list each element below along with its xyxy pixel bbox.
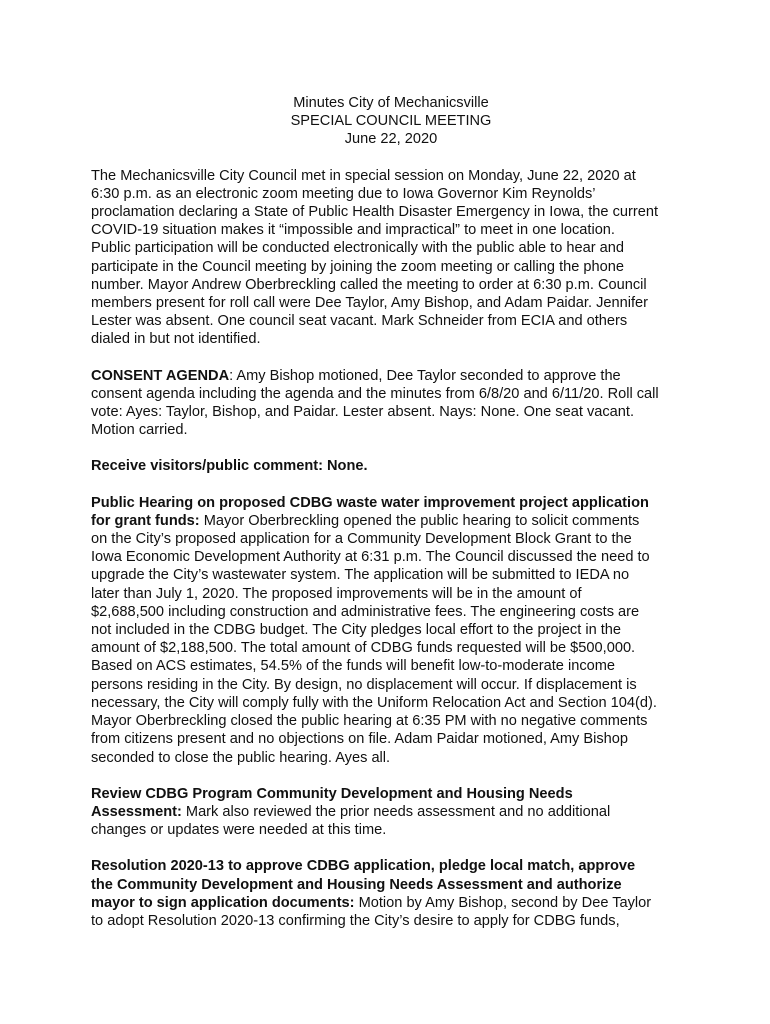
consent-first-line: [91, 367, 691, 385]
intro-line: The Mechanicsville City Council met in special session on Monday, June 22, 2020 at: [91, 167, 636, 184]
visitors-heading: Receive visitors/public comment: None.: [91, 458, 368, 475]
meeting-date: June 22, 2020: [344, 131, 438, 148]
document-title: Minutes City of Mechanicsville: [293, 95, 489, 111]
review-line: changes or updates were needed at this time.: [91, 822, 387, 839]
document-header: [91, 94, 691, 149]
intro-line: Lester was absent. One council seat vacant. Mark Schneider from ECIA and others: [91, 313, 628, 330]
intro-paragraph: [91, 167, 691, 349]
hearing-line: Based on ACS estimates, 54.5% of the funds will benefit low-to-moderate income: [91, 658, 616, 675]
intro-line: members present for roll call were Dee Taylor, Amy Bishop, and Adam Paidar. Jennifer: [91, 295, 648, 312]
consent-line: consent agenda including the agenda and the minutes from 6/8/20 and 6/11/20. Roll call: [91, 385, 659, 402]
intro-line: 6:30 p.m. as an electronic zoom meeting due to Iowa Governor Kim Reynolds’: [91, 185, 596, 202]
resolution-heading: Resolution 2020-13 to approve CDBG application, pledge local match, approve: [91, 858, 636, 875]
needs-assessment-heading: Review CDBG Program Community Development and Housing Needs: [91, 785, 573, 802]
hearing-text: Mayor Oberbreckling opened the public hearing to solicit comments: [199, 512, 640, 529]
hearing-line: amount of $2,188,500. The total amount of CDBG funds requested will be $500,000.: [91, 640, 636, 657]
intro-line: dialed in but not identified.: [91, 331, 261, 348]
review-text: Mark also reviewed the prior needs assessment and no additional: [181, 803, 611, 820]
public-hearing-heading: Public Hearing on proposed CDBG waste water improvement project application: [91, 494, 649, 511]
hearing-line: on the City’s proposed application for a Community Development Block Grant to the: [91, 531, 632, 548]
needs-assessment-heading-end: Assessment:: [91, 803, 182, 820]
hearing-line: necessary, the City will comply fully with the Uniform Relocation Act and Section 104(d).: [91, 694, 657, 711]
consent-agenda-paragraph: [91, 367, 691, 440]
hearing-line: upgrade the City’s wastewater system. The application will be submitted to IEDA no: [91, 567, 630, 584]
hearing-line: Mayor Oberbreckling closed the public hearing at 6:35 PM with no negative comments: [91, 713, 648, 730]
intro-line: Public participation will be conducted electronically with the public able to hear and: [91, 240, 624, 257]
public-hearing-heading-end: for grant funds:: [91, 512, 200, 529]
resolution-text: Motion by Amy Bishop, second by Dee Taylor: [354, 894, 652, 911]
public-hearing-second-line: [91, 512, 691, 530]
hearing-line: $2,688,500 including construction and administrative fees. The engineering costs are: [91, 603, 640, 620]
hearing-line: later than July 1, 2020. The proposed improvements will be in the amount of: [91, 585, 582, 602]
intro-line: participate in the Council meeting by joining the zoom meeting or calling the phone: [91, 258, 624, 275]
meeting-type: SPECIAL COUNCIL MEETING: [290, 113, 492, 130]
needs-assessment-paragraph: [91, 785, 691, 840]
hearing-line: seconded to close the public hearing. Ayes all.: [91, 749, 391, 766]
resolution-line: to adopt Resolution 2020-13 confirming the City’s desire to apply for CDBG funds,: [91, 912, 620, 929]
hearing-line: persons residing in the City. By design, no displacement will occur. If displacement is: [91, 676, 637, 693]
visitors-paragraph: [91, 457, 691, 475]
resolution-paragraph: [91, 857, 691, 930]
resolution-heading-line2: the Community Development and Housing Needs Assessment and authorize: [91, 876, 622, 893]
public-hearing-paragraph: [91, 494, 691, 767]
intro-line: proclamation declaring a State of Public Health Disaster Emergency in Iowa, the current: [91, 204, 659, 221]
hearing-line: Iowa Economic Development Authority at 6:31 p.m. The Council discussed the need to: [91, 549, 650, 566]
needs-assessment-second-line: [91, 803, 691, 821]
intro-line: COVID-19 situation makes it “impossible and impractical” to meet in one location.: [91, 222, 615, 239]
consent-agenda-heading: CONSENT AGENDA: [91, 367, 230, 384]
intro-line: number. Mayor Andrew Oberbreckling called the meeting to order at 6:30 p.m. Council: [91, 276, 647, 293]
resolution-third-line: [91, 894, 691, 912]
consent-text: : Amy Bishop motioned, Dee Taylor seconded to approve the: [229, 367, 621, 384]
minutes-document: [91, 94, 691, 948]
consent-line: vote: Ayes: Taylor, Bishop, and Paidar. Lester absent. Nays: None. One seat vacant.: [91, 404, 634, 421]
consent-line: Motion carried.: [91, 422, 188, 439]
hearing-line: not included in the CDBG budget. The City pledges local effort to the project in the: [91, 622, 622, 639]
hearing-line: from citizens present and no objections on file. Adam Paidar motioned, Amy Bishop: [91, 731, 629, 748]
resolution-heading-end: mayor to sign application documents:: [91, 894, 355, 911]
